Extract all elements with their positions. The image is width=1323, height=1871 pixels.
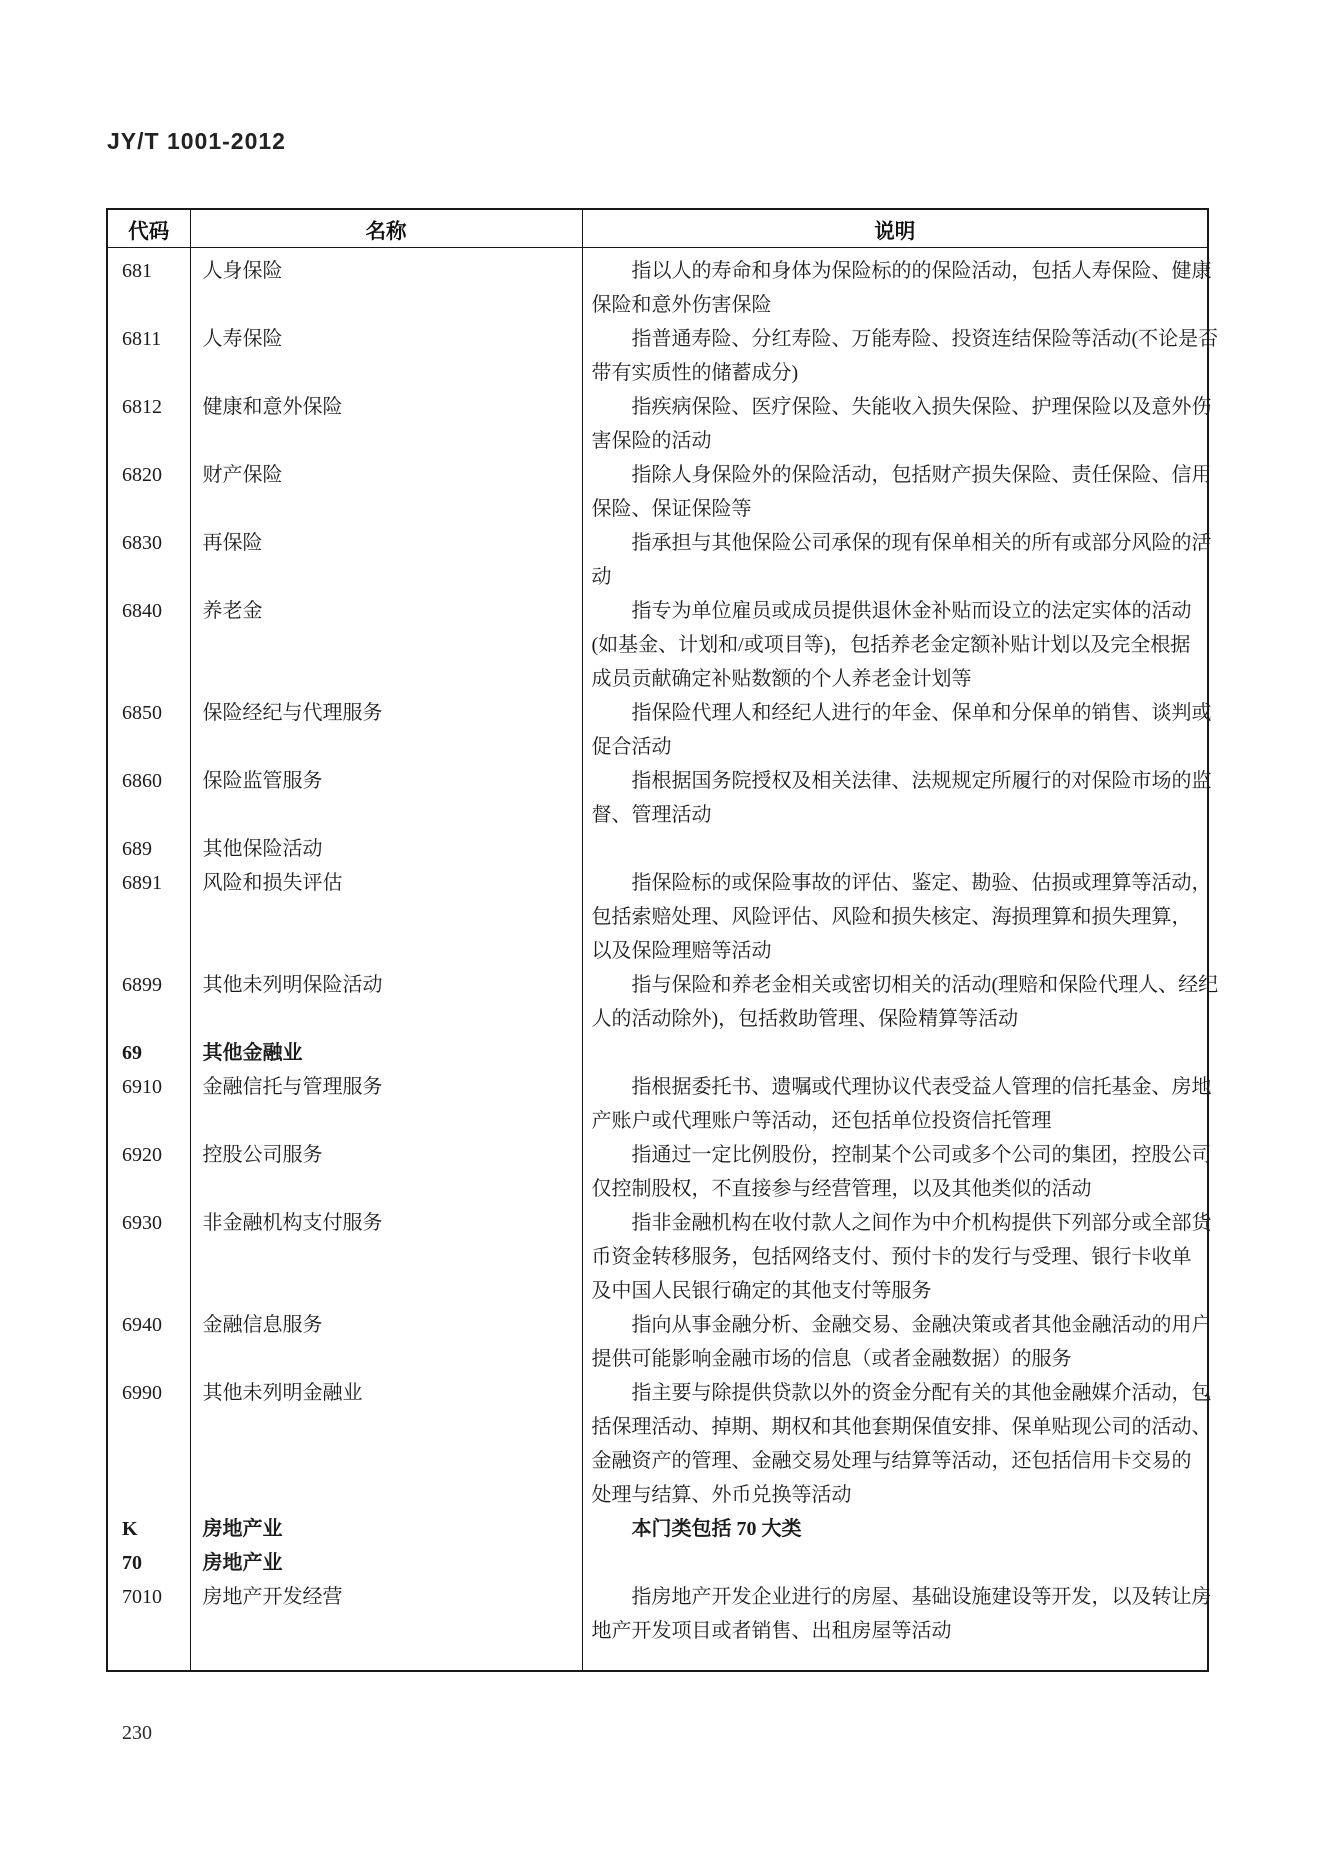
page-number: 230 <box>122 1722 152 1744</box>
column-header-name: 名称 <box>190 209 582 248</box>
row-desc-cell <box>582 458 1212 526</box>
desc-line: 地产开发项目或者销售、出租房屋等活动 <box>591 1620 952 1642</box>
row-name-cell: 其他金融业 <box>190 1036 582 1070</box>
desc-line: 币资金转移服务，包括网络支付、预付卡的发行与受理、银行卡收单 <box>591 1246 1192 1268</box>
desc-line: 动 <box>591 566 612 588</box>
table-row <box>107 322 1208 390</box>
row-desc-cell <box>582 322 1219 390</box>
row-code-cell: 6820 <box>107 458 190 526</box>
row-code-cell: 6899 <box>107 968 190 1036</box>
row-name-cell: 其他未列明金融业 <box>190 1376 582 1512</box>
table-row <box>107 1206 1208 1308</box>
desc-line: 指除人身保险外的保险活动，包括财产损失保险、责任保险、信用 <box>631 464 1212 486</box>
desc-line: 金融资产的管理、金融交易处理与结算等活动，还包括信用卡交易的 <box>591 1450 1192 1472</box>
row-code-cell: 7010 <box>107 1580 190 1671</box>
desc-line: 仅控制股权，不直接参与经营管理，以及其他类似的活动 <box>591 1178 1092 1200</box>
doc-code-heading: JY/T 1001-2012 <box>107 128 286 154</box>
row-desc-cell <box>582 1580 1212 1671</box>
row-name-cell: 房地产业 <box>190 1546 582 1580</box>
row-code-cell: 69 <box>107 1036 190 1070</box>
row-code-cell: 6860 <box>107 764 190 832</box>
desc-line: 人的活动除外)，包括救助管理、保险精算等活动 <box>591 1008 1019 1030</box>
row-desc-cell <box>582 390 1212 458</box>
table-row <box>107 526 1208 594</box>
row-name-cell: 其他保险活动 <box>190 832 582 866</box>
table-row <box>107 390 1208 458</box>
desc-line: 促合活动 <box>591 736 672 758</box>
row-name-cell: 健康和意外保险 <box>190 390 582 458</box>
row-desc-cell <box>582 1070 1212 1138</box>
row-desc-cell <box>582 1036 1208 1070</box>
table-row <box>107 764 1208 832</box>
row-code-cell: 6850 <box>107 696 190 764</box>
row-name-cell: 保险经纪与代理服务 <box>190 696 582 764</box>
row-desc-cell <box>582 1376 1212 1512</box>
desc-line: 指承担与其他保险公司承保的现有保单相关的所有或部分风险的活 <box>631 532 1212 554</box>
row-name-cell: 风险和损失评估 <box>190 866 582 968</box>
row-name-cell: 金融信息服务 <box>190 1308 582 1376</box>
desc-line: 保险、保证保险等 <box>591 498 752 520</box>
desc-line: 害保险的活动 <box>591 430 712 452</box>
desc-line: 指通过一定比例股份，控制某个公司或多个公司的集团，控股公司 <box>631 1144 1212 1166</box>
desc-line: 本门类包括 70 大类 <box>631 1518 802 1540</box>
table-row <box>107 1036 1208 1070</box>
table-row <box>107 832 1208 866</box>
row-code-cell: 70 <box>107 1546 190 1580</box>
table-row <box>107 594 1208 696</box>
row-code-cell: K <box>107 1512 190 1546</box>
column-header-code: 代码 <box>107 209 190 248</box>
desc-line: 处理与结算、外币兑换等活动 <box>591 1484 852 1506</box>
table-row <box>107 458 1208 526</box>
desc-line: 指疾病保险、医疗保险、失能收入损失保险、护理保险以及意外伤 <box>631 396 1212 418</box>
table-row <box>107 866 1208 968</box>
row-code-cell: 6811 <box>107 322 190 390</box>
row-desc-cell <box>582 1512 1208 1546</box>
desc-line: 包括索赔处理、风险评估、风险和损失核定、海损理算和损失理算， <box>591 906 1192 928</box>
desc-line: 指保险标的或保险事故的评估、鉴定、勘验、估损或理算等活动， <box>631 872 1212 894</box>
row-desc-cell <box>582 832 1208 866</box>
row-name-cell: 非金融机构支付服务 <box>190 1206 582 1308</box>
row-name-cell: 保险监管服务 <box>190 764 582 832</box>
desc-line: 括保理活动、掉期、期权和其他套期保值安排、保单贴现公司的活动、 <box>591 1416 1212 1438</box>
desc-line: 指以人的寿命和身体为保险标的的保险活动，包括人寿保险、健康 <box>631 260 1212 282</box>
row-code-cell: 6910 <box>107 1070 190 1138</box>
row-desc-cell <box>582 248 1212 323</box>
desc-line: 指根据国务院授权及相关法律、法规规定所履行的对保险市场的监 <box>631 770 1212 792</box>
table-row <box>107 696 1208 764</box>
row-desc-cell <box>582 968 1219 1036</box>
table-row <box>107 968 1208 1036</box>
desc-line: 指根据委托书、遗嘱或代理协议代表受益人管理的信托基金、房地 <box>631 1076 1212 1098</box>
row-desc-cell <box>582 1138 1212 1206</box>
row-desc-cell <box>582 594 1208 696</box>
row-desc-cell <box>582 526 1212 594</box>
row-code-cell: 6891 <box>107 866 190 968</box>
row-desc-cell <box>582 1206 1212 1308</box>
row-code-cell: 681 <box>107 248 190 323</box>
desc-line: 保险和意外伤害保险 <box>591 294 772 316</box>
row-name-cell: 其他未列明保险活动 <box>190 968 582 1036</box>
desc-line: 指向从事金融分析、金融交易、金融决策或者其他金融活动的用户 <box>631 1314 1212 1336</box>
desc-line: 产账户或代理账户等活动，还包括单位投资信托管理 <box>591 1110 1052 1132</box>
desc-line: 指保险代理人和经纪人进行的年金、保单和分保单的销售、谈判或 <box>631 702 1212 724</box>
row-name-cell: 控股公司服务 <box>190 1138 582 1206</box>
desc-line: 带有实质性的储蓄成分) <box>591 362 799 384</box>
table-header-row <box>107 209 1208 248</box>
table-row <box>107 1376 1208 1512</box>
table-row <box>107 1138 1208 1206</box>
table-row <box>107 248 1208 323</box>
desc-line: 以及保险理赔等活动 <box>591 940 772 962</box>
table-row <box>107 1512 1208 1546</box>
desc-line: 指非金融机构在收付款人之间作为中介机构提供下列部分或全部货 <box>631 1212 1212 1234</box>
row-desc-cell <box>582 1308 1212 1376</box>
row-code-cell: 6830 <box>107 526 190 594</box>
row-desc-cell <box>582 696 1212 764</box>
column-header-desc: 说明 <box>582 209 1208 248</box>
row-code-cell: 6920 <box>107 1138 190 1206</box>
desc-line: 及中国人民银行确定的其他支付等服务 <box>591 1280 932 1302</box>
row-code-cell: 6930 <box>107 1206 190 1308</box>
table-row <box>107 1580 1208 1671</box>
row-name-cell: 房地产业 <box>190 1512 582 1546</box>
row-code-cell: 6990 <box>107 1376 190 1512</box>
row-code-cell: 6840 <box>107 594 190 696</box>
row-code-cell: 6812 <box>107 390 190 458</box>
desc-line: 指专为单位雇员或成员提供退休金补贴而设立的法定实体的活动 <box>631 600 1192 622</box>
desc-line: 指普通寿险、分红寿险、万能寿险、投资连结保险等活动(不论是否 <box>631 328 1219 350</box>
row-desc-cell <box>582 764 1212 832</box>
table-row <box>107 1546 1208 1580</box>
desc-line: 成员贡献确定补贴数额的个人养老金计划等 <box>591 668 972 690</box>
desc-line: 指与保险和养老金相关或密切相关的活动(理赔和保险代理人、经纪 <box>631 974 1219 996</box>
row-code-cell: 6940 <box>107 1308 190 1376</box>
table-row <box>107 1308 1208 1376</box>
row-name-cell: 人寿保险 <box>190 322 582 390</box>
desc-line: 提供可能影响金融市场的信息（或者金融数据）的服务 <box>591 1348 1072 1370</box>
desc-line: 指主要与除提供贷款以外的资金分配有关的其他金融媒介活动，包 <box>631 1382 1212 1404</box>
table-row <box>107 1070 1208 1138</box>
row-name-cell: 财产保险 <box>190 458 582 526</box>
row-desc-cell <box>582 1546 1208 1580</box>
classification-table <box>106 208 1219 1672</box>
desc-line: 督、管理活动 <box>591 804 712 826</box>
row-code-cell: 689 <box>107 832 190 866</box>
row-desc-cell <box>582 866 1212 968</box>
desc-line: (如基金、计划和/或项目等)，包括养老金定额补贴计划以及完全根据 <box>591 634 1191 656</box>
row-name-cell: 养老金 <box>190 594 582 696</box>
row-name-cell: 金融信托与管理服务 <box>190 1070 582 1138</box>
row-name-cell: 房地产开发经营 <box>190 1580 582 1671</box>
table-body <box>107 248 1219 1672</box>
row-name-cell: 再保险 <box>190 526 582 594</box>
desc-line: 指房地产开发企业进行的房屋、基础设施建设等开发，以及转让房 <box>631 1586 1212 1608</box>
row-name-cell: 人身保险 <box>190 248 582 323</box>
